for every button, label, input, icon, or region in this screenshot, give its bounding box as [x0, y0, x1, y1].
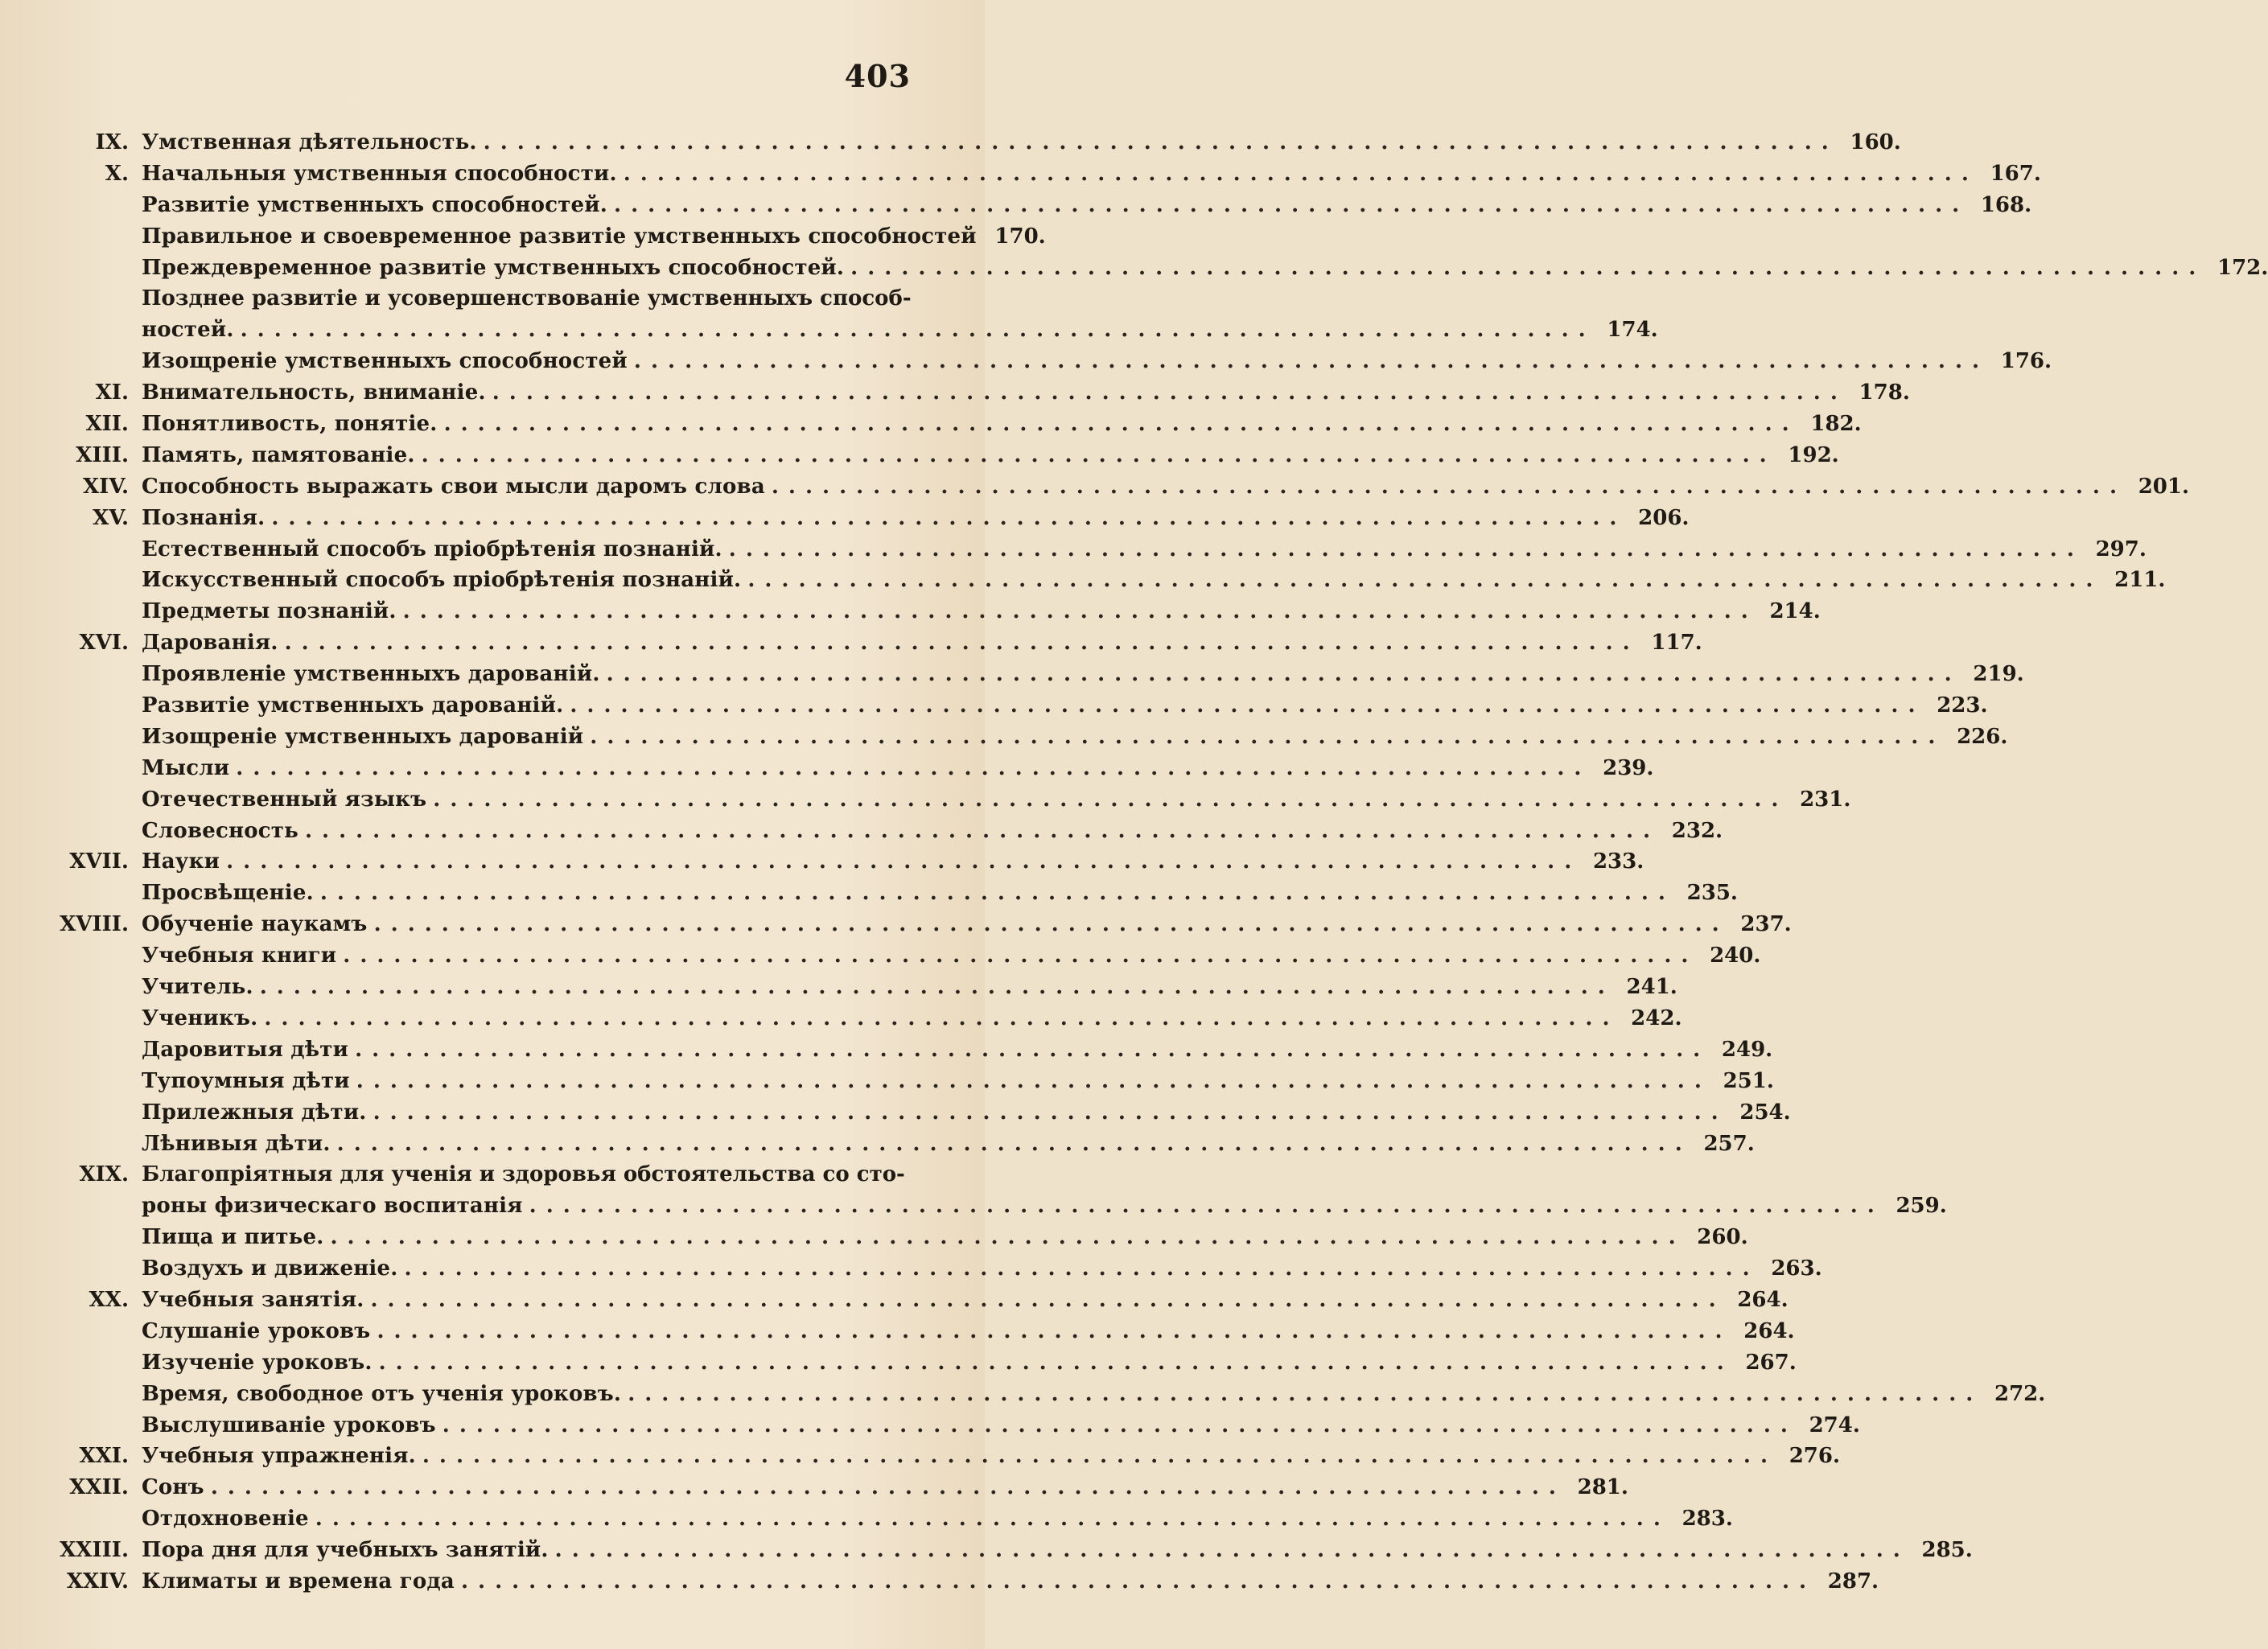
entry-title: Способность выражать свои мысли даромъ слова: [142, 474, 765, 499]
entry-title: Пища и питье.: [142, 1225, 324, 1250]
entry-title: Дарованія.: [142, 631, 278, 656]
dot-leader: ................................................................................: [443, 412, 1799, 437]
entry-title: Память, памятованіе.: [142, 442, 415, 467]
toc-entry: [48, 1566, 1879, 1598]
dot-leader: ................................................................................: [373, 912, 1729, 937]
toc-entry: [48, 1066, 1774, 1097]
page-reference: 274.: [1809, 1413, 1860, 1437]
entry-title: Правильное и своевременное развитіе умственныхъ способностей: [142, 224, 977, 249]
page-reference: 257.: [1703, 1131, 1755, 1156]
toc-entry: [48, 1379, 2046, 1410]
dot-leader: ................................................................................: [264, 1005, 1620, 1030]
page-reference: 170.: [994, 224, 1046, 249]
entry-title: ностей.: [142, 318, 234, 343]
entry-title: Просвѣщеніе.: [142, 881, 314, 906]
page-reference: 231.: [1800, 787, 1851, 812]
toc-entry: [48, 565, 2166, 596]
page-reference: 233.: [1592, 849, 1644, 874]
toc-entry: [48, 784, 1851, 816]
toc-entry: [48, 1253, 1822, 1285]
page-reference: 264.: [1737, 1287, 1788, 1312]
entry-title: Лѣнивыя дѣти.: [142, 1131, 331, 1156]
entry-title: Умственная дѣятельность.: [142, 130, 477, 154]
toc-entry: [48, 1190, 1947, 1222]
chapter-number: XVI.: [79, 631, 129, 656]
page-reference: 214.: [1769, 599, 1821, 624]
toc-entry: [48, 158, 2041, 190]
entry-title: Обученіе наукамъ: [142, 912, 368, 937]
table-of-contents: [48, 127, 2268, 1598]
entry-title: Познанія.: [142, 505, 265, 530]
entry-title: Позднее развитіе и усовершенствованіе умственныхъ способ-: [142, 286, 912, 311]
dot-leader: ................................................................................: [319, 881, 1675, 906]
entry-title: Учебныя книги: [142, 944, 337, 968]
dot-leader: ................................................................................: [330, 1225, 1686, 1250]
chapter-number: XXII.: [69, 1475, 129, 1500]
dot-leader: ................................................................................: [315, 1507, 1670, 1532]
toc-entry: [48, 1503, 1733, 1535]
toc-entry: [48, 878, 1738, 909]
chapter-number: XII.: [85, 412, 129, 437]
entry-title: Понятливость, понятіе.: [142, 412, 438, 437]
chapter-number: XVIII.: [60, 912, 129, 937]
dot-leader: ................................................................................: [370, 1287, 1726, 1312]
page-reference: 267.: [1745, 1350, 1797, 1375]
toc-entry: [48, 972, 1677, 1003]
dot-leader: ................................................................................: [623, 161, 1978, 186]
entry-title: Внимательность, вниманіе.: [142, 380, 486, 405]
toc-entry: [48, 909, 1792, 940]
dot-leader: ................................................................................: [771, 474, 2127, 499]
entry-title: Даровитыя дѣти: [142, 1037, 349, 1062]
entry-title: Словесность: [142, 818, 298, 843]
dot-leader: ................................................................................: [336, 1131, 1692, 1156]
page-reference: 259.: [1895, 1194, 1947, 1219]
dot-leader: ................................................................................: [373, 1100, 1728, 1125]
toc-entry: [48, 315, 1658, 346]
toc-entry: [48, 534, 2147, 565]
entry-title: Учитель.: [142, 975, 253, 1000]
entry-title: Ученикъ.: [142, 1005, 258, 1030]
chapter-number: XI.: [95, 380, 129, 405]
chapter-number: XIX.: [79, 1162, 129, 1187]
page-reference: 272.: [1994, 1381, 2046, 1406]
dot-leader: ................................................................................: [226, 849, 1582, 874]
chapter-number: XX.: [88, 1287, 129, 1312]
dot-leader: ................................................................................: [404, 1256, 1760, 1281]
toc-entry: [48, 127, 1901, 158]
dot-leader: ................................................................................: [433, 787, 1788, 812]
toc-entry: [48, 690, 1988, 722]
dot-leader: ................................................................................: [271, 505, 1627, 530]
toc-entry: [48, 816, 1723, 847]
dot-leader: ................................................................................: [728, 537, 2084, 561]
toc-entry: [48, 1347, 1797, 1379]
page-reference: 239.: [1603, 755, 1654, 780]
dot-leader: ................................................................................: [492, 380, 1847, 405]
page-reference: 206.: [1638, 505, 1690, 530]
page-reference: 223.: [1937, 693, 1988, 718]
toc-entry: [48, 846, 1644, 878]
toc-entry: [48, 221, 1046, 253]
entry-title: Выслушиваніе уроковъ: [142, 1413, 436, 1437]
page-reference: 226.: [1957, 724, 2008, 749]
chapter-number: XIII.: [76, 442, 129, 467]
page-reference: 249.: [1721, 1037, 1773, 1062]
page-reference: 172.: [2217, 255, 2268, 280]
toc-entry: [48, 627, 1702, 659]
toc-entry: [48, 283, 917, 315]
entry-title: Сонъ: [142, 1475, 204, 1500]
page-reference: 287.: [1827, 1569, 1879, 1593]
page-reference: 276.: [1788, 1444, 1841, 1469]
dot-leader: ................................................................................: [259, 975, 1615, 1000]
toc-entry: [48, 440, 1839, 471]
page-reference: 281.: [1577, 1475, 1628, 1500]
entry-title: Учебныя упражненія.: [142, 1444, 416, 1469]
toc-entry: [48, 346, 2052, 377]
dot-leader: ................................................................................: [590, 724, 1945, 749]
entry-title: Предметы познаній.: [142, 599, 397, 624]
entry-title: Изощреніе умственныхъ способностей: [142, 349, 628, 374]
dot-leader: ................................................................................: [614, 192, 1970, 217]
dot-leader: ................................................................................: [422, 1444, 1778, 1469]
page-reference: 174.: [1607, 318, 1658, 343]
dot-leader: ................................................................................: [460, 1569, 1817, 1593]
dot-leader: ................................................................................: [850, 255, 2206, 280]
toc-entry: [48, 596, 1821, 627]
toc-entry: [48, 722, 2008, 753]
chapter-number: X.: [105, 161, 129, 186]
toc-entry: [48, 409, 1862, 440]
toc-entry: [48, 1129, 1755, 1160]
dot-leader: ................................................................................: [356, 1068, 1711, 1093]
entry-title: Благопріятныя для ученія и здоровья обстоятельства со сто-: [142, 1162, 905, 1187]
dot-leader: ................................................................................: [284, 631, 1640, 656]
entry-title: Науки: [142, 849, 220, 874]
chapter-number: XVII.: [69, 849, 129, 874]
page-reference: 263.: [1771, 1256, 1822, 1281]
toc-entry: [48, 471, 2190, 503]
entry-title: Отдохновеніе: [142, 1507, 309, 1532]
page-reference: 182.: [1810, 412, 1862, 437]
entry-title: Отечественный языкъ: [142, 787, 427, 812]
toc-entry: [48, 1159, 917, 1190]
toc-entry: [48, 1034, 1773, 1066]
entry-title: Прилежныя дѣти.: [142, 1100, 367, 1125]
toc-entry: [48, 1535, 1973, 1566]
toc-entry: [48, 659, 2024, 690]
dot-leader: ................................................................................: [529, 1194, 1884, 1219]
entry-title: Проявленіе умственныхъ дарованій.: [142, 662, 600, 687]
page-reference: 201.: [2138, 474, 2190, 499]
page-reference: 237.: [1740, 912, 1792, 937]
page-reference: 211.: [2114, 568, 2166, 593]
dot-leader: ................................................................................: [355, 1037, 1710, 1062]
page-reference: 176.: [2000, 349, 2052, 374]
toc-entry: [48, 1441, 1841, 1472]
entry-title: Слушаніе уроковъ: [142, 1318, 371, 1343]
entry-title: Развитіе умственныхъ дарованій.: [142, 693, 564, 718]
entry-title: Пора дня для учебныхъ занятій.: [142, 1538, 549, 1563]
page-reference: 285.: [1921, 1538, 1973, 1563]
dot-leader: ................................................................................: [421, 442, 1776, 467]
entry-title: Начальныя умственныя способности.: [142, 161, 617, 186]
page-reference: 160.: [1850, 130, 1901, 154]
toc-entry: [48, 1472, 1628, 1503]
toc-entry: [48, 753, 1654, 784]
page-reference: 232.: [1671, 818, 1723, 843]
entry-title: Тупоумныя дѣти: [142, 1068, 350, 1093]
chapter-number: XIV.: [82, 474, 129, 499]
entry-title: Климаты и времена года: [142, 1569, 455, 1593]
dot-leader: ................................................................................: [747, 568, 2103, 593]
dot-leader: ................................................................................: [442, 1413, 1797, 1437]
toc-entry: [48, 1003, 1682, 1034]
chapter-number: XV.: [93, 505, 129, 530]
toc-entry: [48, 1222, 1748, 1253]
entry-title: Искусственный способъ пріобрѣтенія познаній.: [142, 568, 742, 593]
dot-leader: ................................................................................: [236, 755, 1591, 780]
dot-leader: ................................................................................: [377, 1318, 1732, 1343]
toc-entry: [48, 940, 1761, 972]
dot-leader: ................................................................................: [570, 693, 1925, 718]
toc-entry: [48, 1316, 1795, 1347]
page-reference: 167.: [1990, 161, 2041, 186]
entry-title: Изощреніе умственныхъ дарованій: [142, 724, 584, 749]
entry-title: Преждевременное развитіе умственныхъ способностей.: [142, 255, 845, 280]
page-reference: 260.: [1697, 1225, 1748, 1250]
dot-leader: ................................................................................: [210, 1475, 1566, 1500]
chapter-number: XXIV.: [66, 1569, 129, 1593]
page-reference: 264.: [1743, 1318, 1795, 1343]
dot-leader: ................................................................................: [633, 349, 1990, 374]
toc-entry: [48, 503, 1690, 534]
dot-leader: ................................................................................: [628, 1381, 1983, 1406]
toc-entry: [48, 377, 1910, 409]
toc-entry: [48, 1285, 1788, 1316]
dot-leader: ................................................................................: [483, 130, 1838, 154]
entry-title: Естественный способъ пріобрѣтенія познаній.: [142, 537, 722, 561]
entry-title: Изученіе уроковъ.: [142, 1350, 373, 1375]
page-reference: 242.: [1631, 1005, 1682, 1030]
entry-title: роны физическаго воспитанія: [142, 1194, 523, 1219]
page-reference: 117.: [1651, 631, 1702, 656]
page-reference: 251.: [1723, 1068, 1774, 1093]
page-reference: 240.: [1710, 944, 1761, 968]
entry-title: Воздухъ и движеніе.: [142, 1256, 398, 1281]
page-reference: 241.: [1626, 975, 1677, 1000]
entry-title: Мысли: [142, 755, 230, 780]
dot-leader: ................................................................................: [378, 1350, 1734, 1375]
toc-entry: [48, 253, 2268, 284]
page-reference: 178.: [1858, 380, 1910, 405]
dot-leader: ................................................................................: [304, 818, 1661, 843]
dot-leader: ................................................................................: [240, 318, 1595, 343]
entry-title: Учебныя занятія.: [142, 1287, 364, 1312]
toc-entry: [48, 1410, 1860, 1441]
chapter-number: XXI.: [79, 1444, 129, 1469]
page-reference: 219.: [1973, 662, 2024, 687]
page-reference: 192.: [1788, 442, 1839, 467]
dot-leader: ................................................................................: [343, 944, 1698, 968]
page-reference: 168.: [1980, 192, 2032, 217]
entry-title: Время, свободное отъ ученія уроковъ.: [142, 1381, 622, 1406]
toc-entry: [48, 190, 2032, 221]
chapter-number: XXIII.: [60, 1538, 129, 1563]
page-reference: 297.: [2095, 537, 2147, 561]
entry-title: Развитіе умственныхъ способностей.: [142, 192, 608, 217]
chapter-number: IX.: [95, 130, 129, 154]
page-reference: 254.: [1739, 1100, 1791, 1125]
page-reference: 235.: [1686, 881, 1738, 906]
dot-leader: ................................................................................: [402, 599, 1758, 624]
dot-leader: ................................................................................: [606, 662, 1961, 687]
page-reference: 283.: [1681, 1507, 1733, 1532]
dot-leader: ................................................................................: [554, 1538, 1910, 1563]
toc-entry: [48, 1097, 1791, 1129]
page-number: 403: [844, 58, 911, 94]
